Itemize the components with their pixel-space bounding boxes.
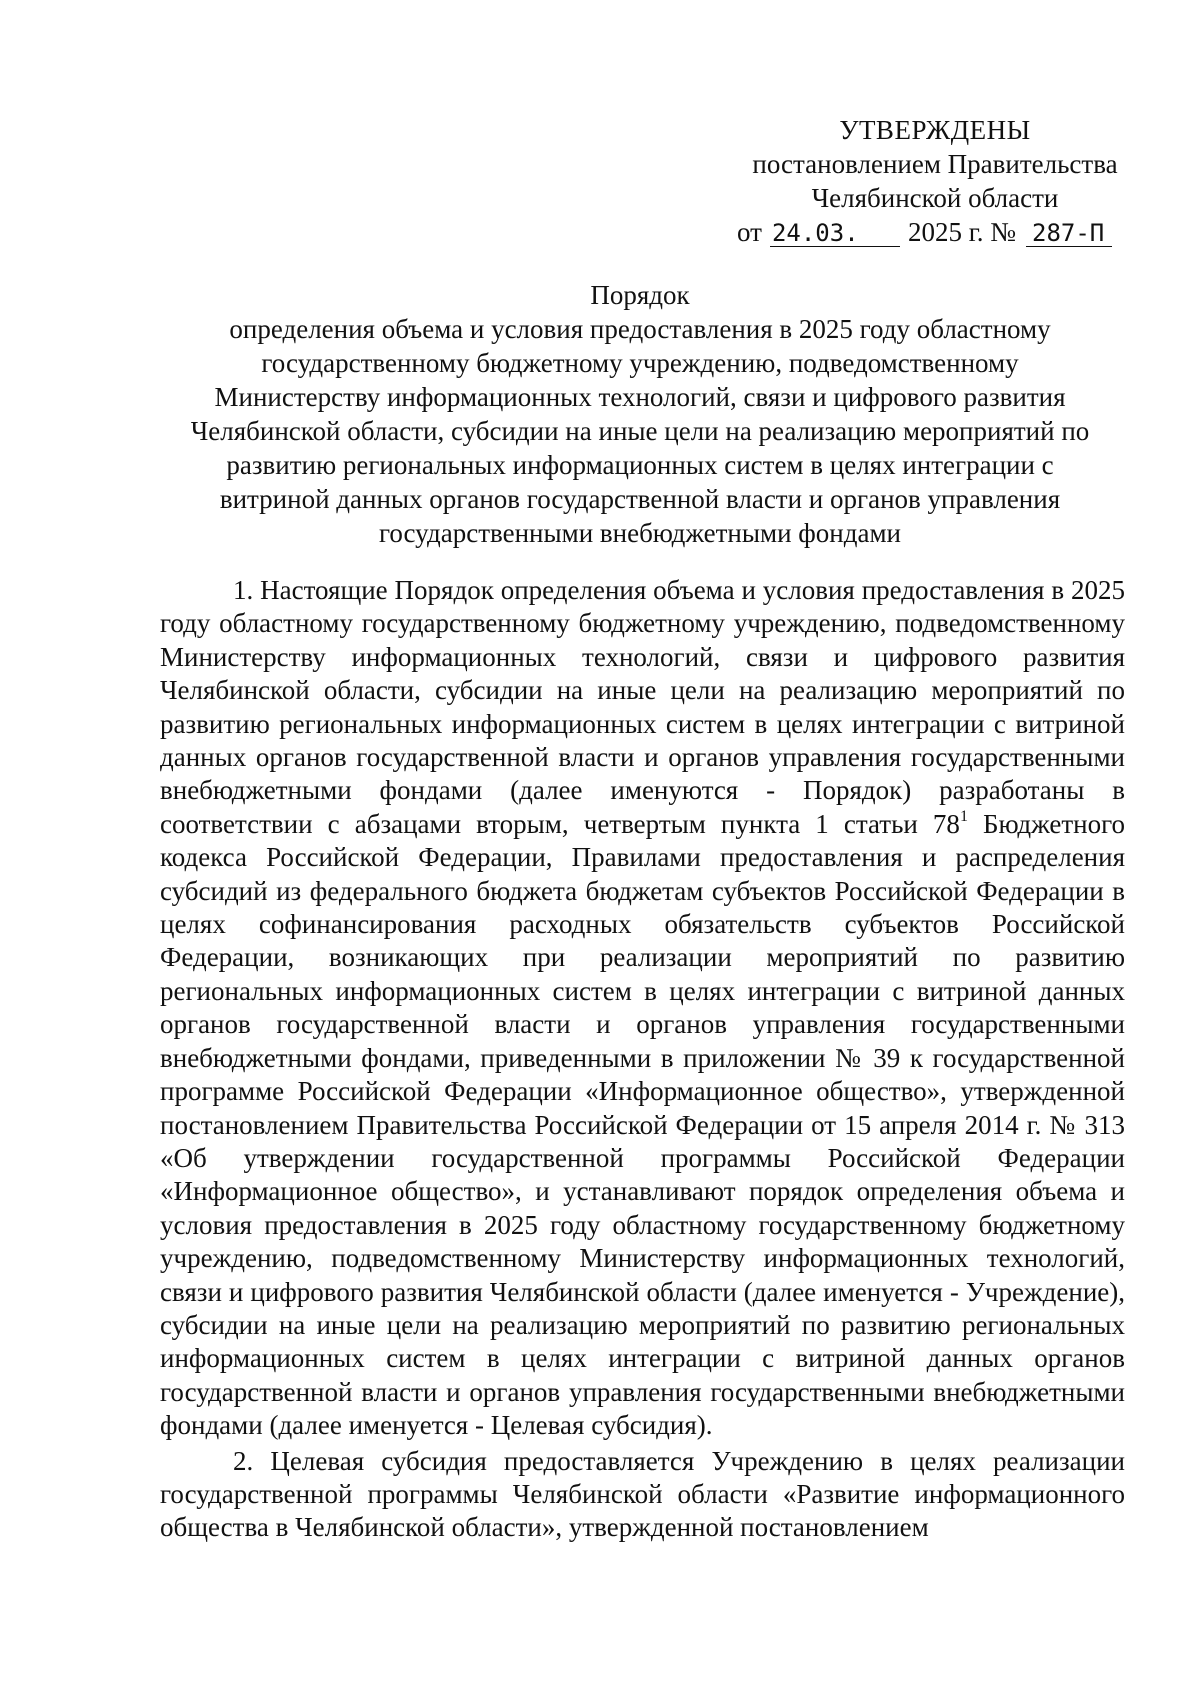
paragraph-1 [160,574,1125,1443]
approval-block [735,113,1135,249]
approval-number-handwritten: 287-П [1026,220,1112,247]
approval-date-handwritten: 24.03. [770,220,900,247]
title-word: Порядок [590,280,690,310]
approval-heading: УТВЕРЖДЕНЫ [839,115,1031,145]
approval-line-1: постановлением Правительства [752,149,1118,179]
title-line-3: Министерству информационных технологий, связи и цифрового развития [214,382,1066,412]
superscript-article-number: 1 [959,807,968,825]
title-line-5: развитию региональных информационных систем в целях интеграции с [226,450,1054,480]
approval-line-2: Челябинской области [811,183,1059,213]
document-title [160,278,1120,550]
paragraph-1-text-a: 1. Настоящие Порядок определения объема и условия предоставления в 2025 году областному государственному бюджетному учреждению, подведомственному Министерству информационных технологий, связи и цифрового развития Челябинской области, субсидии на иные цели на реализацию мероприятий по развитию региональных информационных систем в целях интеграции с витриной данных органов государственной власти и органов управления государственными внебюджетными фондами (далее именуются - Порядок) разработаны в соответствии с абзацами вторым, четвертым пункта 1 статьи 78 [160,575,1125,839]
approval-date-line [735,215,1135,249]
approval-prefix: от [737,217,762,247]
title-line-1: определения объема и условия предоставления в 2025 году областному [229,314,1051,344]
title-line-6: витриной данных органов государственной власти и органов управления [219,484,1061,514]
paragraph-1-text-b: Бюджетного кодекса Российской Федерации, Правилами предоставления и распределения субсидий из федерального бюджета бюджетам субъектов Российской Федерации в целях софинансирования расходных обязательств субъектов Российской Федерации, возникающих при реализации мероприятий по развитию региональных информационных систем в целях интеграции с витриной данных органов государственной власти и органов управления государственными внебюджетными фондами, приведенными в приложении № 39 к государственной программе Российской Федерации «Информационное общество», утвержденной постановлением Правительства Российской Федерации от 15 апреля 2014 г. № 313 «Об утверждении государственной программы Российской Федерации «Информационное общество», и устанавливают порядок определения объема и условия предоставления в 2025 году областному государственному бюджетному учреждению, подведомственному Министерству информационных технологий, связи и цифрового развития Челябинской области (далее именуется - Учреждение), субсидии на иные цели на реализацию мероприятий по развитию региональных информационных систем в целях интеграции с витриной данных органов государственной власти и органов управления государственными внебюджетными фондами (далее именуется - Целевая субсидия). [160,808,1126,1441]
document-body [160,574,1125,1545]
paragraph-2: 2. Целевая субсидия предоставляется Учреждению в целях реализации государственной программы Челябинской области «Развитие информационного общества в Челябинской области», утвержденной постановлением [160,1445,1125,1543]
title-line-2: государственному бюджетному учреждению, подведомственному [261,348,1019,378]
title-line-4: Челябинской области, субсидии на иные цели на реализацию мероприятий по [190,416,1090,446]
approval-year-text: 2025 г. № [907,217,1016,247]
title-line-7: государственными внебюджетными фондами [378,518,902,548]
